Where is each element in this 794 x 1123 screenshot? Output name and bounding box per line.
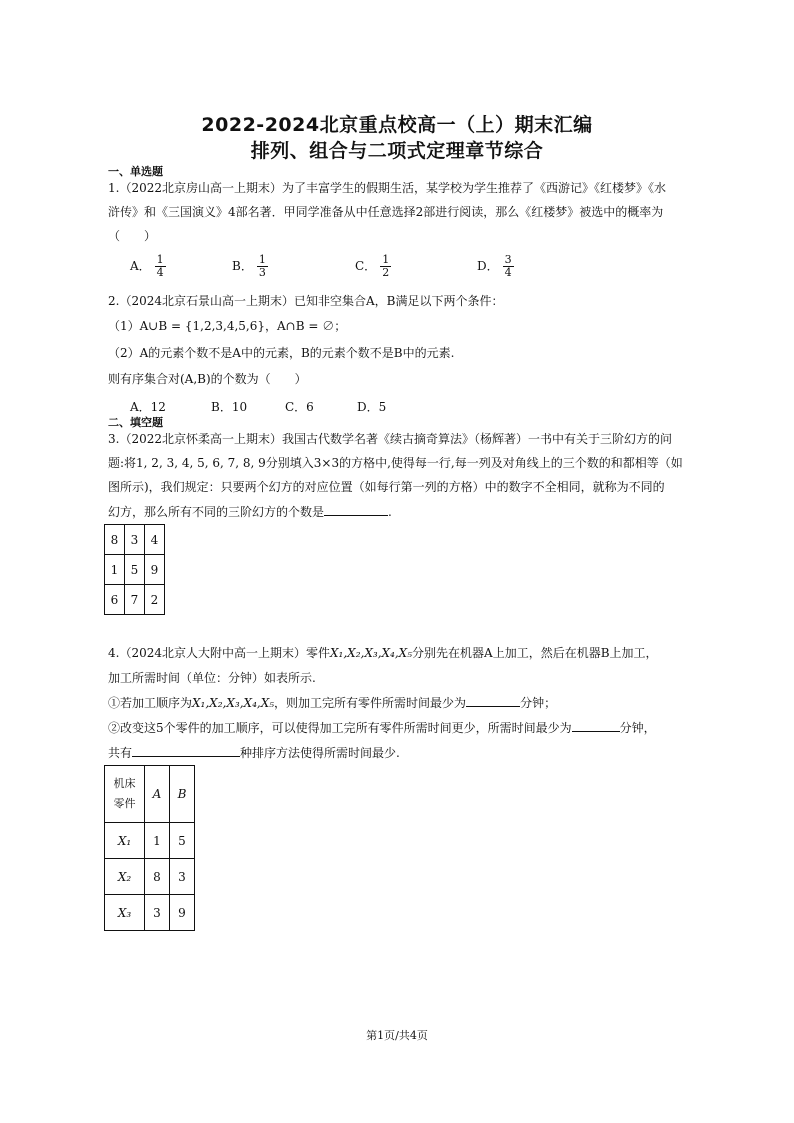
q3-answer-blank[interactable] xyxy=(324,503,388,516)
table-row xyxy=(105,555,165,585)
q4-text-line1: 4.（2024北京人大附中高一上期末）零件X₁,X₂,X₃,X₄,X₅分别先在机器A上加工，然后在机器B上加工， xyxy=(108,646,658,660)
q2-text-line1: 2.（2024北京石景山高一上期末）已知非空集合A，B满足以下两个条件： xyxy=(108,294,504,308)
q2-condition-2: （2）A的元素个数不是A中的元素，B的元素个数不是B中的元素. xyxy=(108,346,455,360)
table-cell: 1 xyxy=(145,823,170,859)
q4-text-line4: ②改变这5个零件的加工顺序，可以使得加工完所有零件所需时间更少，所需时间最少为 分钟， xyxy=(108,721,656,735)
section-heading-fill-blank: 二、填空题 xyxy=(108,416,163,429)
table-corner-header: 机床 零件 xyxy=(105,766,145,823)
table-row xyxy=(105,585,165,615)
q2-text-line4: 则有序集合对(A,B)的个数为（ ） xyxy=(108,372,307,386)
table-row xyxy=(105,766,195,823)
q2-option-a: A．12 xyxy=(130,400,166,414)
q3-text-line3: 图所示)，我们规定：只要两个幻方的对应位置（如每行第一列的方格）中的数字不全相同，就称为不同的 xyxy=(108,480,665,494)
table-row xyxy=(105,895,195,931)
q2-option-d: D．5 xyxy=(357,400,387,414)
q3-text-line2: 题:将1, 2, 3, 4, 5, 6, 7, 8, 9分别填入3×3的方格中,使得每一行,每一列及对角线上的三个数的和都相等（如 xyxy=(108,456,683,470)
q2-condition-1: （1）A∪B = {1,2,3,4,5,6}，A∩B = ∅； xyxy=(108,319,347,333)
grid-cell: 4 xyxy=(145,525,165,555)
q4-text-line5: 共有 种排序方法使得所需时间最少. xyxy=(108,746,400,760)
table-header-machine-b: B xyxy=(170,766,195,823)
section-heading-single-choice: 一、单选题 xyxy=(108,165,163,178)
table-cell: 3 xyxy=(145,895,170,931)
table-cell: 9 xyxy=(170,895,195,931)
page-subtitle: 排列、组合与二项式定理章节综合 xyxy=(250,140,544,162)
q4-text-line2: 加工所需时间（单位：分钟）如表所示. xyxy=(108,671,316,685)
q1-text-line1: 1.（2022北京房山高一上期末）为了丰富学生的假期生活，某学校为学生推荐了《西游记》《红楼梦》《水 xyxy=(108,181,666,195)
magic-square-grid xyxy=(104,524,165,615)
table-row xyxy=(105,859,195,895)
q4-answer-blank-2[interactable] xyxy=(572,719,620,732)
grid-cell: 3 xyxy=(125,525,145,555)
q1-text-line2: 浒传》和《三国演义》4部名著．甲同学准备从中任意选择2部进行阅读，那么《红楼梦》被选中的概率为 xyxy=(108,205,664,219)
q3-text-line1: 3.（2022北京怀柔高一上期末）我国古代数学名著《续古摘奇算法》（杨辉著）一书中有关于三阶幻方的问 xyxy=(108,432,672,446)
q1-option-d: D． $\frac{3}{4}$ xyxy=(477,253,512,279)
grid-cell: 1 xyxy=(105,555,125,585)
grid-cell: 6 xyxy=(105,585,125,615)
table-part-label: X₂ xyxy=(105,859,145,895)
machining-time-table xyxy=(104,765,195,931)
page-number-footer: 第1页/共4页 xyxy=(366,1029,428,1042)
table-cell: 5 xyxy=(170,823,195,859)
grid-cell: 9 xyxy=(145,555,165,585)
grid-cell: 5 xyxy=(125,555,145,585)
q4-answer-blank-3[interactable] xyxy=(132,744,240,757)
q2-option-b: B．10 xyxy=(211,400,248,414)
table-header-machine-a: A xyxy=(145,766,170,823)
table-cell: 3 xyxy=(170,859,195,895)
table-row xyxy=(105,525,165,555)
grid-cell: 7 xyxy=(125,585,145,615)
page-title: 2022-2024北京重点校高一（上）期末汇编 xyxy=(201,114,593,136)
q2-option-c: C．6 xyxy=(285,400,314,414)
q1-option-b: B． $\frac{1}{3}$ xyxy=(232,253,266,279)
q1-text-line3: （ ） xyxy=(108,229,157,243)
q4-answer-blank-1[interactable] xyxy=(466,694,520,707)
q4-text-line3: ①若加工顺序为X₁,X₂,X₃,X₄,X₅，则加工完所有零件所需时间最少为 分钟； xyxy=(108,696,557,710)
grid-cell: 8 xyxy=(105,525,125,555)
q1-option-a: A． $\frac{1}{4}$ xyxy=(130,253,164,279)
table-row xyxy=(105,823,195,859)
grid-cell: 2 xyxy=(145,585,165,615)
table-part-label: X₁ xyxy=(105,823,145,859)
table-cell: 8 xyxy=(145,859,170,895)
q1-option-c: C． $\frac{1}{2}$ xyxy=(355,253,390,279)
table-part-label: X₃ xyxy=(105,895,145,931)
q3-text-line4: 幻方，那么所有不同的三阶幻方的个数是 . xyxy=(108,505,392,519)
